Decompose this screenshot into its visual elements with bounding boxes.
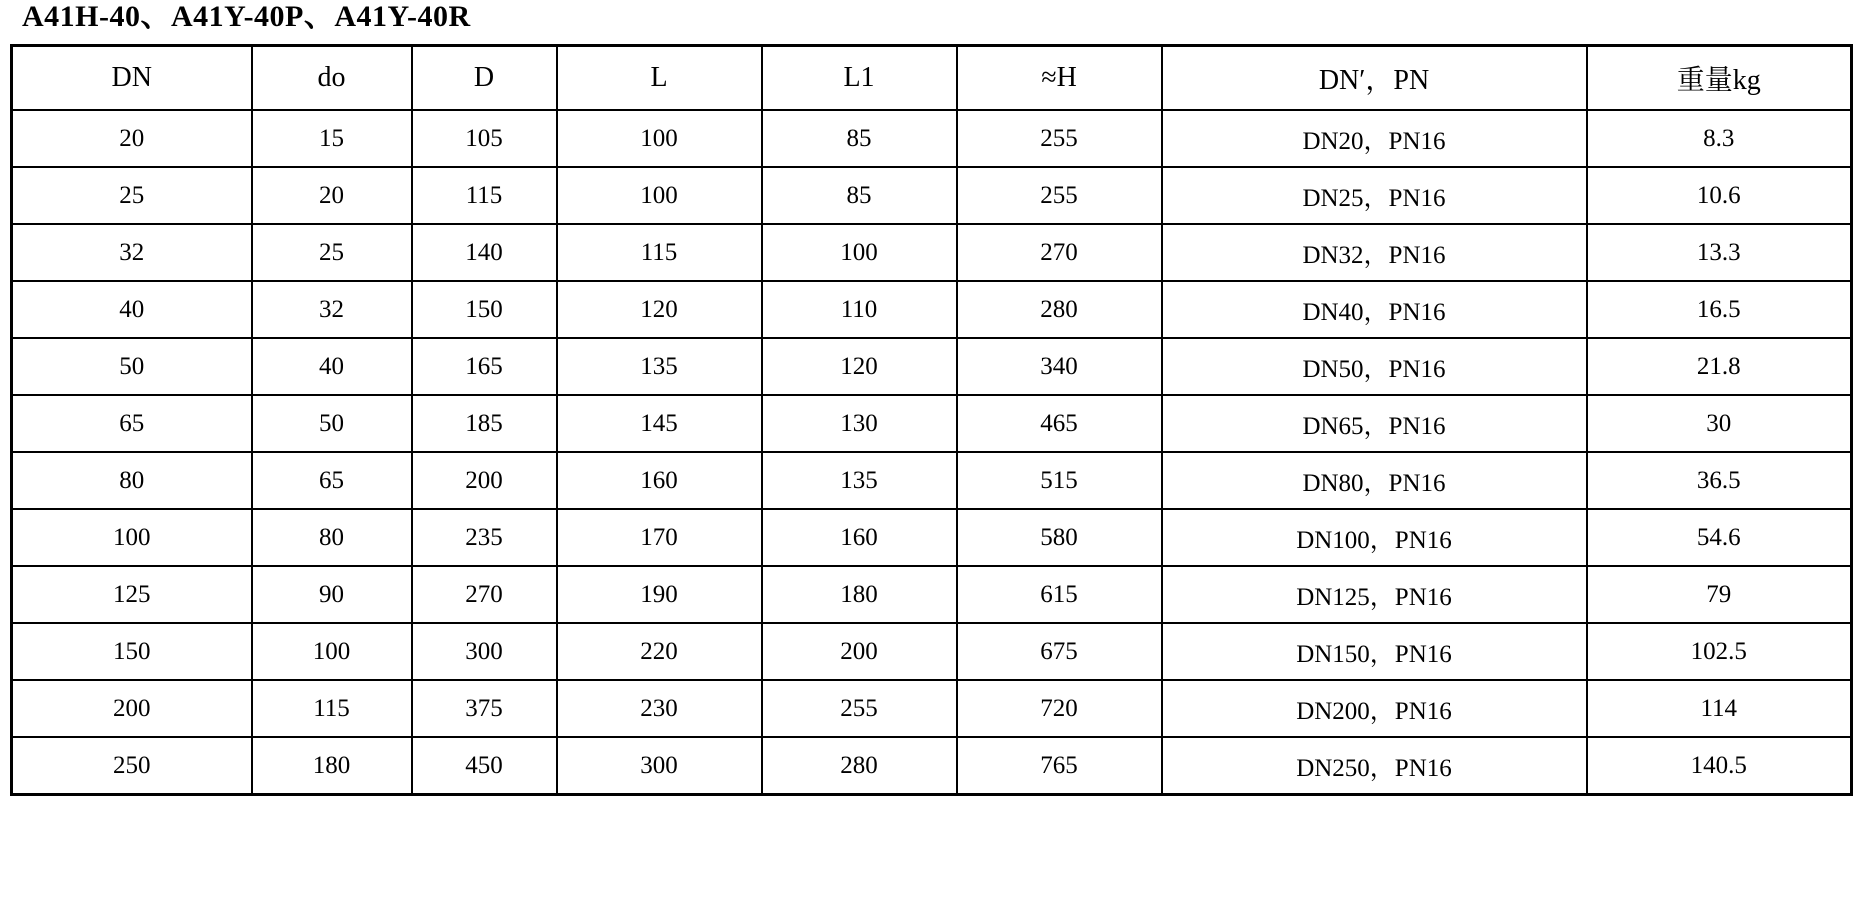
cell-dn: 40 bbox=[12, 281, 252, 338]
cell-do: 40 bbox=[252, 338, 412, 395]
cell-h: 340 bbox=[957, 338, 1162, 395]
cell-dn-pn: DN100，PN16 bbox=[1162, 509, 1587, 566]
cell-d: 300 bbox=[412, 623, 557, 680]
cell-l: 135 bbox=[557, 338, 762, 395]
cell-l1: 85 bbox=[762, 110, 957, 167]
cell-h: 720 bbox=[957, 680, 1162, 737]
cell-d: 165 bbox=[412, 338, 557, 395]
cell-l: 300 bbox=[557, 737, 762, 795]
cell-l: 190 bbox=[557, 566, 762, 623]
cell-dn-pn: DN25，PN16 bbox=[1162, 167, 1587, 224]
cell-dn: 150 bbox=[12, 623, 252, 680]
cell-d: 140 bbox=[412, 224, 557, 281]
table-row bbox=[12, 338, 1852, 395]
cell-do: 32 bbox=[252, 281, 412, 338]
cell-h: 615 bbox=[957, 566, 1162, 623]
cell-d: 270 bbox=[412, 566, 557, 623]
cell-l1: 280 bbox=[762, 737, 957, 795]
cell-weight: 10.6 bbox=[1587, 167, 1852, 224]
cell-dn-pn: DN40，PN16 bbox=[1162, 281, 1587, 338]
cell-dn: 50 bbox=[12, 338, 252, 395]
cell-h: 270 bbox=[957, 224, 1162, 281]
cell-dn-pn: DN32，PN16 bbox=[1162, 224, 1587, 281]
cell-d: 235 bbox=[412, 509, 557, 566]
column-header-do: do bbox=[252, 46, 412, 111]
cell-weight: 16.5 bbox=[1587, 281, 1852, 338]
cell-weight: 54.6 bbox=[1587, 509, 1852, 566]
table-header-row bbox=[12, 46, 1852, 111]
cell-weight: 102.5 bbox=[1587, 623, 1852, 680]
column-header-l: L bbox=[557, 46, 762, 111]
cell-l1: 100 bbox=[762, 224, 957, 281]
cell-l1: 110 bbox=[762, 281, 957, 338]
cell-dn: 125 bbox=[12, 566, 252, 623]
cell-l: 170 bbox=[557, 509, 762, 566]
cell-dn-pn: DN80，PN16 bbox=[1162, 452, 1587, 509]
cell-do: 115 bbox=[252, 680, 412, 737]
cell-d: 185 bbox=[412, 395, 557, 452]
cell-d: 105 bbox=[412, 110, 557, 167]
cell-dn-pn: DN50，PN16 bbox=[1162, 338, 1587, 395]
table-row bbox=[12, 509, 1852, 566]
cell-l1: 85 bbox=[762, 167, 957, 224]
cell-l: 145 bbox=[557, 395, 762, 452]
column-header-dn-pn: DN′，PN bbox=[1162, 46, 1587, 111]
cell-dn: 32 bbox=[12, 224, 252, 281]
cell-weight: 79 bbox=[1587, 566, 1852, 623]
table-row bbox=[12, 395, 1852, 452]
page-title: A41H-40、A41Y-40P、A41Y-40R bbox=[22, 0, 471, 33]
column-header-dn: DN bbox=[12, 46, 252, 111]
cell-weight: 30 bbox=[1587, 395, 1852, 452]
cell-dn: 250 bbox=[12, 737, 252, 795]
cell-d: 150 bbox=[412, 281, 557, 338]
cell-d: 375 bbox=[412, 680, 557, 737]
table-row bbox=[12, 452, 1852, 509]
cell-h: 255 bbox=[957, 167, 1162, 224]
column-header-weight: 重量kg bbox=[1587, 46, 1852, 111]
cell-h: 515 bbox=[957, 452, 1162, 509]
cell-dn-pn: DN65，PN16 bbox=[1162, 395, 1587, 452]
cell-weight: 8.3 bbox=[1587, 110, 1852, 167]
cell-l: 100 bbox=[557, 110, 762, 167]
cell-l: 120 bbox=[557, 281, 762, 338]
cell-h: 580 bbox=[957, 509, 1162, 566]
cell-weight: 13.3 bbox=[1587, 224, 1852, 281]
table-row bbox=[12, 566, 1852, 623]
valve-specification-table bbox=[10, 44, 1853, 796]
cell-l1: 130 bbox=[762, 395, 957, 452]
cell-l: 160 bbox=[557, 452, 762, 509]
cell-dn: 65 bbox=[12, 395, 252, 452]
cell-dn-pn: DN20，PN16 bbox=[1162, 110, 1587, 167]
table-row bbox=[12, 680, 1852, 737]
table-row bbox=[12, 737, 1852, 795]
cell-l1: 135 bbox=[762, 452, 957, 509]
cell-l: 115 bbox=[557, 224, 762, 281]
cell-l1: 160 bbox=[762, 509, 957, 566]
cell-do: 80 bbox=[252, 509, 412, 566]
cell-do: 65 bbox=[252, 452, 412, 509]
table-header bbox=[12, 46, 1852, 111]
cell-h: 280 bbox=[957, 281, 1162, 338]
cell-l1: 180 bbox=[762, 566, 957, 623]
cell-dn: 100 bbox=[12, 509, 252, 566]
table-row bbox=[12, 224, 1852, 281]
column-header-d: D bbox=[412, 46, 557, 111]
cell-l: 220 bbox=[557, 623, 762, 680]
cell-h: 675 bbox=[957, 623, 1162, 680]
table-row bbox=[12, 167, 1852, 224]
cell-d: 450 bbox=[412, 737, 557, 795]
cell-l1: 120 bbox=[762, 338, 957, 395]
cell-l1: 255 bbox=[762, 680, 957, 737]
cell-dn-pn: DN200，PN16 bbox=[1162, 680, 1587, 737]
cell-d: 115 bbox=[412, 167, 557, 224]
cell-d: 200 bbox=[412, 452, 557, 509]
cell-dn: 200 bbox=[12, 680, 252, 737]
cell-dn-pn: DN150，PN16 bbox=[1162, 623, 1587, 680]
cell-do: 90 bbox=[252, 566, 412, 623]
cell-h: 255 bbox=[957, 110, 1162, 167]
cell-l1: 200 bbox=[762, 623, 957, 680]
cell-do: 20 bbox=[252, 167, 412, 224]
cell-weight: 21.8 bbox=[1587, 338, 1852, 395]
table-row bbox=[12, 623, 1852, 680]
column-header-l1: L1 bbox=[762, 46, 957, 111]
cell-dn: 25 bbox=[12, 167, 252, 224]
cell-do: 180 bbox=[252, 737, 412, 795]
cell-weight: 140.5 bbox=[1587, 737, 1852, 795]
cell-dn: 80 bbox=[12, 452, 252, 509]
cell-weight: 36.5 bbox=[1587, 452, 1852, 509]
cell-dn-pn: DN250，PN16 bbox=[1162, 737, 1587, 795]
cell-do: 100 bbox=[252, 623, 412, 680]
table-body bbox=[12, 110, 1852, 795]
cell-h: 465 bbox=[957, 395, 1162, 452]
cell-l: 230 bbox=[557, 680, 762, 737]
cell-dn: 20 bbox=[12, 110, 252, 167]
cell-l: 100 bbox=[557, 167, 762, 224]
column-header-h: ≈H bbox=[957, 46, 1162, 111]
cell-dn-pn: DN125，PN16 bbox=[1162, 566, 1587, 623]
cell-do: 50 bbox=[252, 395, 412, 452]
table-row bbox=[12, 110, 1852, 167]
cell-do: 25 bbox=[252, 224, 412, 281]
cell-weight: 114 bbox=[1587, 680, 1852, 737]
cell-h: 765 bbox=[957, 737, 1162, 795]
cell-do: 15 bbox=[252, 110, 412, 167]
table-row bbox=[12, 281, 1852, 338]
